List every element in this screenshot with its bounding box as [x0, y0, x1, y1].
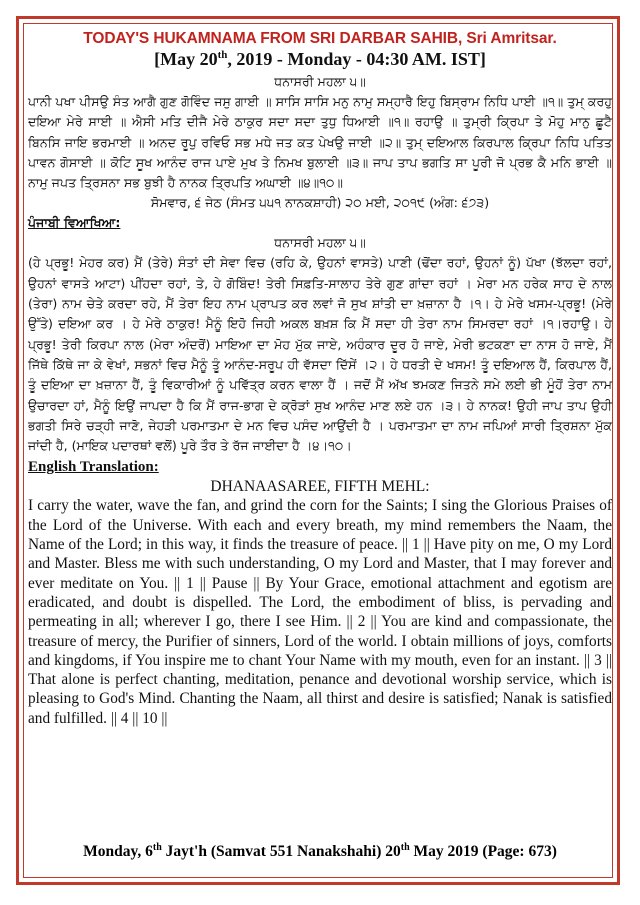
header-date-sup: th — [217, 49, 228, 61]
footer-dateline — [28, 842, 612, 861]
footer-sup2: th — [400, 842, 410, 853]
footer-sup1: th — [152, 842, 162, 853]
punjabi-section-label: ਪੰਜਾਬੀ ਵਿਆਖਿਆ: — [28, 215, 121, 231]
footer-part1: Monday, 6 — [83, 843, 153, 861]
header-dateline — [28, 49, 612, 70]
gurbani-heading: ਧਨਾਸਰੀ ਮਹਲਾ ੫॥ — [274, 74, 366, 89]
english-heading: DHANAASAREE, FIFTH MEHL: — [210, 478, 430, 496]
punjabi-heading: ਧਨਾਸਰੀ ਮਹਲਾ ੫॥ — [274, 235, 366, 251]
page-title: TODAY'S HUKAMNAMA FROM SRI DARBAR SAHIB, Sri Amritsar. — [83, 30, 557, 47]
english-section-label: English Translation: — [28, 459, 159, 476]
gurbani-date-line: ਸੋਮਵਾਰ, ੬ ਜੇਠ (ਸੰਮਤ ੫੫੧ ਨਾਨਕਸ਼ਾਹੀ) ੨੦ ਮਈ, ੨੦੧੯ (ਅੰਗ: ੬੭੩) — [150, 195, 490, 211]
gurbani-text: ਪਾਨੀ ਪਖਾ ਪੀਸਉ ਸੰਤ ਆਗੈ ਗੁਣ ਗੋਵਿੰਦ ਜਸੁ ਗਾਈ ॥ ਸਾਸਿ ਸਾਸਿ ਮਨੁ ਨਾਮੁ ਸਮ੍ਹਾਰੈ ਇਹੁ ਬਿਸ੍ਰਾਮ ਨਿਧਿ ਪਾਈ ॥੧॥ ਤੁਮ੍ ਕਰਹੁ ਦਇਆ ਮੇਰੇ ਸਾਈ ॥ ਐਸੀ ਮਤਿ ਦੀਜੈ ਮੇਰੇ ਠਾਕੁਰ ਸਦਾ ਸਦਾ ਤੁਧੁ ਧਿਆਈ ॥੧॥ ਰਹਾਉ ॥ ਤੁਮ੍ਰੀ ਕ੍ਰਿਪਾ ਤੇ ਮੋਹੁ ਮਾਨੁ ਛੂਟੈ ਬਿਨਸਿ ਜਾਇ ਭਰਮਾਈ ॥ ਅਨਦ ਰੂਪੁ ਰਵਿਓ ਸਭ ਮਧੇ ਜਤ ਕਤ ਪੇਖਉ ਜਾਈ ॥੨॥ ਤੁਮ੍ ਦਇਆਲ ਕਿਰਪਾਲ ਕ੍ਰਿਪਾ ਨਿਧਿ ਪਤਿਤ ਪਾਵਨ ਗੋਸਾਈ ॥ ਕੋਟਿ ਸੂਖ ਆਨੰਦ ਰਾਜ ਪਾਏ ਮੁਖ ਤੇ ਨਿਮਖ ਬੁਲਾਈ ॥੩॥ ਜਾਪ ਤਾਪ ਭਗਤਿ ਸਾ ਪੂਰੀ ਜੋ ਪ੍ਰਭ ਕੈ ਮਨਿ ਭਾਈ ॥ ਨਾਮੁ ਜਪਤ ਤ੍ਰਿਸਨਾ ਸਭ ਬੁਝੀ ਹੈ ਨਾਨਕ ਤ੍ਰਿਪਤਿ ਅਘਾਈ ॥੪॥੧੦॥ — [28, 94, 612, 191]
header-date-rest: , 2019 - Monday - 04:30 AM. IST] — [227, 49, 486, 69]
footer-part3: May 2019 (Page: 673) — [409, 843, 557, 861]
punjabi-text: (ਹੇ ਪ੍ਰਭੂ! ਮੇਹਰ ਕਰ) ਮੈਂ (ਤੇਰੇ) ਸੰਤਾਂ ਦੀ ਸੇਵਾ ਵਿਚ (ਰਹਿ ਕੇ, ਉਹਨਾਂ ਵਾਸਤੇ) ਪਾਣੀ (ਢੋਂਦਾ ਰਹਾਂ, ਉਹਨਾਂ ਨੂੰ) ਪੱਖਾ (ਝੱਲਦਾ ਰਹਾਂ, ਉਹਨਾਂ ਵਾਸਤੇ ਆਟਾ) ਪੀਂਹਦਾ ਰਹਾਂ, ਤੇ, ਹੇ ਗੋਬਿੰਦ! ਤੇਰੀ ਸਿਫ਼ਤਿ-ਸਾਲਾਹ ਤੇਰੇ ਗੁਣ ਗਾਂਦਾ ਰਹਾਂ । ਮੇਰਾ ਮਨ ਹਰੇਕ ਸਾਹ ਦੇ ਨਾਲ (ਤੇਰਾ) ਨਾਮ ਚੇਤੇ ਕਰਦਾ ਰਹੇ, ਮੈਂ ਤੇਰਾ ਇਹ ਨਾਮ ਪ੍ਰਾਪਤ ਕਰ ਲਵਾਂ ਜੋ ਸੁਖ ਸ਼ਾਂਤੀ ਦਾ ਖ਼ਜ਼ਾਨਾ ਹੈ ।੧। ਹੇ ਮੇਰੇ ਖਸਮ-ਪ੍ਰਭੂ! (ਮੇਰੇ ਉੱਤੇ) ਦਇਆ ਕਰ । ਹੇ ਮੇਰੇ ਠਾਕੁਰ! ਮੈਨੂੰ ਇਹੋ ਜਿਹੀ ਅਕਲ ਬਖ਼ਸ਼ ਕਿ ਮੈਂ ਸਦਾ ਹੀ ਤੇਰਾ ਨਾਮ ਸਿਮਰਦਾ ਰਹਾਂ ।੧।ਰਹਾਉ। ਹੇ ਪ੍ਰਭੂ! ਤੇਰੀ ਕਿਰਪਾ ਨਾਲ (ਮੇਰਾ ਅੰਦਰੋਂ) ਮਾਇਆ ਦਾ ਮੋਹ ਮੁੱਕ ਜਾਏ, ਅਹੰਕਾਰ ਦੂਰ ਹੋ ਜਾਏ, ਮੇਰੀ ਭਟਕਣਾ ਦਾ ਨਾਸ ਹੋ ਜਾਏ, ਮੈਂ ਜਿੱਥੇ ਕਿੱਥੇ ਜਾ ਕੇ ਵੇਖਾਂ, ਸਭਨਾਂ ਵਿਚ ਮੈਨੂੰ ਤੂੰ ਆਨੰਦ-ਸਰੂਪ ਹੀ ਵੱਸਦਾ ਦਿੱਸੇਂ ।੨। ਹੇ ਧਰਤੀ ਦੇ ਖਸਮ! ਤੂੰ ਦਇਆਲ ਹੈਂ, ਕਿਰਪਾਲ ਹੈਂ, ਤੂੰ ਦਇਆ ਦਾ ਖ਼ਜ਼ਾਨਾ ਹੈਂ, ਤੂੰ ਵਿਕਾਰੀਆਂ ਨੂੰ ਪਵਿੱਤ੍ਰ ਕਰਨ ਵਾਲਾ ਹੈਂ । ਜਦੋਂ ਮੈਂ ਅੱਖ ਝਮਕਣ ਜਿਤਨੇ ਸਮੇ ਲਈ ਭੀ ਮੂੰਹੋਂ ਤੇਰਾ ਨਾਮ ਉਚਾਰਦਾ ਹਾਂ, ਮੈਨੂੰ ਇਉਂ ਜਾਪਦਾ ਹੈ ਕਿ ਮੈਂ ਰਾਜ-ਭਾਗ ਦੇ ਕ੍ਰੋੜਾਂ ਸੁਖ ਆਨੰਦ ਮਾਣ ਲਏ ਹਨ ।੩। ਹੇ ਨਾਨਕ! ਉਹੀ ਜਾਪ ਤਾਪ ਉਹੀ ਭਗਤੀ ਸਿਰੇ ਚੜ੍ਹੀ ਜਾਣੋ, ਜੇਹੜੀ ਪਰਮਾਤਮਾ ਦੇ ਮਨ ਵਿਚ ਪਸੰਦ ਆਉਂਦੀ ਹੈ । ਪਰਮਾਤਮਾ ਦਾ ਨਾਮ ਜਪਿਆਂ ਸਾਰੀ ਤ੍ਰਿਸ਼ਨਾ ਮੁੱਕ ਜਾਂਦੀ ਹੈ, (ਮਾਇਕ ਪਦਾਰਥਾਂ ਵਲੋਂ) ਪੂਰੇ ਤੌਰ ਤੇ ਰੱਜ ਜਾਈਦਾ ਹੈ ।੪।੧੦। — [28, 255, 612, 454]
hukamnama-content — [28, 30, 612, 728]
footer-part2: Jayt'h (Samvat 551 Nanakshahi) 20 — [161, 843, 401, 861]
english-text: I carry the water, wave the fan, and grind the corn for the Saints; I sing the Glorious Praises of the Lord of the Universe. With each and every breath, my mind remembers the Naam, the Name of the Lord; in this way, it finds the treasure of peace. || 1 || Have pity on me, O my Lord and Master. Bless me with such understanding, O my Lord and Master, that I may forever and ever meditate on You. || 1 || Pause || By Your Grace, emotional attachment and egotism are eradicated, and doubt is dispelled. The Lord, the embodiment of bliss, is pervading and permeating in all; wherever I go, there I see Him. || 2 || You are kind and compassionate, the treasure of mercy, the Purifier of sinners, Lord of the world. I obtain millions of joys, comforts and kingdoms, if You inspire me to chant Your Name with my mouth, even for an instant. || 3 || That alone is perfect chanting, meditation, penance and devotional worship service, which is pleasing to God's Mind. Chanting the Naam, all thirst and desire is satisfied; Nanak is satisfied and fulfilled. || 4 || 10 || — [28, 497, 612, 727]
header-date-open: [May 20 — [154, 49, 218, 69]
